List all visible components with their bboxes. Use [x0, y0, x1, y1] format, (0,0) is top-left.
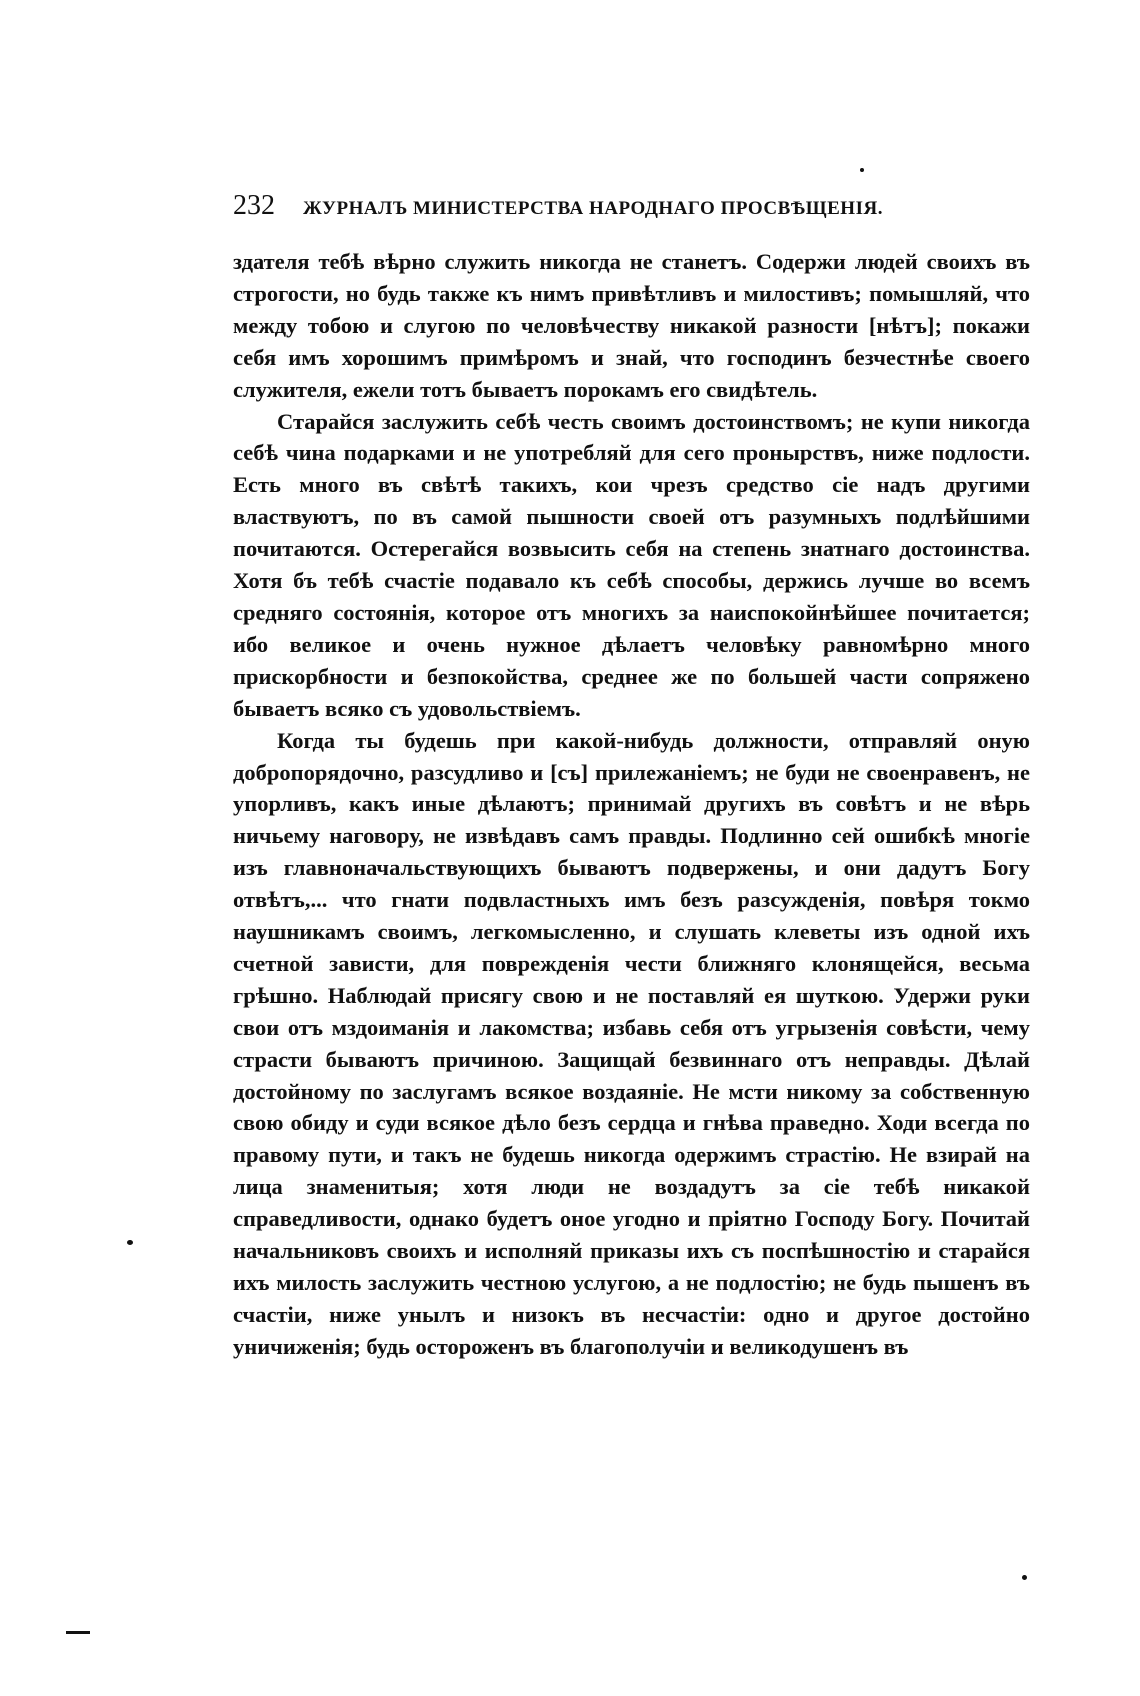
scan-speck-top: [860, 168, 864, 172]
page-header: [233, 190, 1033, 230]
paragraph-3: Когда ты будешь при какой-нибудь должности, отправляй оную добропорядочно, разсудливо и [съ] прилежаніемъ; не буди не своенравенъ, не упорливъ, какъ иные дѣлаютъ; принимай другихъ въ совѣтъ и не вѣрь ничьему наговору, не извѣдавъ самъ правды. Подлинно сей ошибкѣ многіе изъ главноначальствующихъ бываютъ подвержены, и они дадутъ Богу отвѣтъ,... что гнати подвластныхъ имъ безъ разсужденія, повѣря токмо наушникамъ своимъ, легкомысленно, и слушать клеветы изъ одной ихъ счетной зависти, для поврежденія чести ближняго клонящейся, весьма грѣшно. Наблюдай присягу свою и не поставляй ея шуткою. Удержи руки свои отъ мздоиманія и лакомства; избавь себя отъ угрызенія совѣсти, чему страсти бываютъ причиною. Защищай безвиннаго отъ неправды. Дѣлай достойному по заслугамъ всякое воздаяніе. Не мсти никому за собственную свою обиду и суди всякое дѣло безъ сердца и гнѣва праведно. Ходи всегда по правому пути, и такъ не будешь никогда одержимъ страстію. Не взирай на лица знаменитыя; хотя люди не воздадутъ за сіе тебѣ никакой справедливости, однако будетъ оное угодно и пріятно Господу Богу. Почитай начальниковъ своихъ и исполняй приказы ихъ съ поспѣшностію и старайся ихъ милость заслужить честною услугою, а не подлостію; не будь пышенъ въ счастіи, ниже унылъ и низокъ въ несчастіи: одно и другое достойно уничиженія; будь остороженъ въ благополучіи и великодушенъ въ: [233, 727, 1030, 1359]
scan-speck-left: [127, 1240, 133, 1245]
page-number: 232: [233, 190, 275, 221]
scan-dash-mark: [66, 1631, 90, 1634]
scan-speck-right: [1022, 1575, 1027, 1580]
paragraph-2: Старайся заслужить себѣ честь своимъ достоинствомъ; не купи никогда себѣ чина подарками и не употребляй для сего пронырствъ, ниже подлости. Есть много въ свѣтѣ такихъ, кои чрезъ средство сіе надъ другими властвуютъ, по въ самой пышности своей отъ разумныхъ подлѣйшими почитаются. Остерегайся возвысить себя на степень знатнаго достоинства. Хотя бъ тебѣ счастіе подавало къ себѣ способы, держись лучше во всемъ средняго состоянія, которое отъ многихъ за наиспокойнѣйшее почитается; ибо великое и очень нужное дѣлаетъ человѣку равномѣрно много прискорбности и безпокойства, среднее же по большей части сопряжено бываетъ всяко съ удовольствіемъ.: [233, 408, 1030, 721]
running-title: ЖУРНАЛЪ МИНИСТЕРСТВА НАРОДНАГО ПРОСВѢЩЕНІЯ.: [303, 198, 883, 219]
body-text: [233, 246, 1030, 1363]
paragraph-1: здателя тебѣ вѣрно служить никогда не станетъ. Содержи людей своихъ въ строгости, но будь также къ нимъ привѣтливъ и милостивъ; помышляй, что между тобою и слугою по человѣчеству никакой разности [нѣтъ]; покажи себя имъ хорошимъ примѣромъ и знай, что господинъ безчестнѣе своего служителя, ежели тотъ бываетъ порокамъ его свидѣтель.: [233, 249, 1030, 402]
